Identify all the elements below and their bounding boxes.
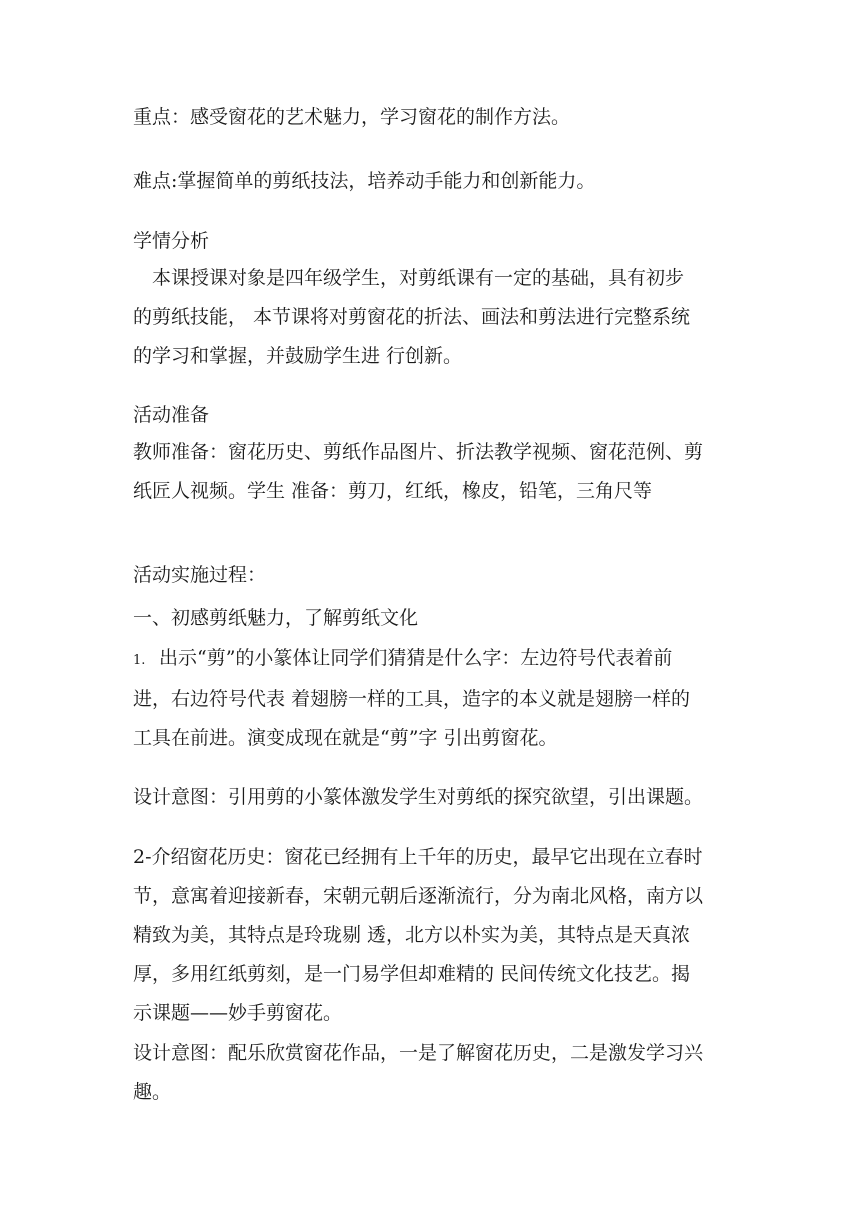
prep-line: 教师准备：窗花历史、剪纸作品图片、折法教学视频、窗花范例、剪 xyxy=(133,441,704,463)
design2-line: 设计意图：配乐欣赏窗花作品，一是了解窗花历史，二是激发学习兴 xyxy=(133,1042,704,1064)
item1-number: 1. xyxy=(133,653,146,668)
item2-line: 节，意寓着迎接新春，宋朝元朝后逐渐流行，分为南北风格，南方以 xyxy=(133,885,704,907)
analysis-heading: 学情分析 xyxy=(133,230,210,252)
analysis-paragraph xyxy=(133,259,733,376)
focus-text: 重点：感受窗花的艺术魅力，学习窗花的制作方法。 xyxy=(133,106,571,128)
analysis-line: 的剪纸技能， 本节课将对剪窗花的折法、画法和剪法进行完整系统 xyxy=(133,306,691,328)
difficulty-paragraph xyxy=(133,162,733,201)
section1-heading: 一、初感剪纸魅力，了解剪纸文化 xyxy=(133,607,419,629)
item2-line: 厚，多用红纸剪刻，是一门易学但却难精的 民间传统文化技艺。揭 xyxy=(133,963,691,985)
design2-paragraph xyxy=(133,1034,733,1112)
analysis-line: 的学习和掌握，并鼓励学生进 行创新。 xyxy=(133,345,463,367)
analysis-line: 本课授课对象是四年级学生，对剪纸课有一定的基础，具有初步 xyxy=(152,267,685,289)
item2-paragraph xyxy=(133,838,733,1033)
item1-line: 1. 出示“剪”的小篆体让同学们猜猜是什么字：左边符号代表着前 xyxy=(133,639,733,680)
design1-text: 设计意图：引用剪的小篆体激发学生对剪纸的探究欲望，引出课题。 xyxy=(133,786,704,808)
item1-line: 工具在前进。演变成现在就是“剪”字 引出剪窗花。 xyxy=(133,727,558,749)
process-heading: 活动实施过程： xyxy=(133,564,267,586)
focus-paragraph xyxy=(133,98,733,137)
item1-paragraph xyxy=(133,639,733,758)
design2-line: 趣。 xyxy=(133,1081,172,1103)
item2-line: 2-介绍窗花历史：窗花已经拥有上千年的历史，最早它出现在立春时 xyxy=(133,846,703,868)
item2-line: 示课题——妙手剪窗花。 xyxy=(133,1002,343,1024)
difficulty-text: 难点:掌握简单的剪纸技法，培养动手能力和创新能力。 xyxy=(133,170,596,192)
prep-heading: 活动准备 xyxy=(133,404,210,426)
item1-line: 进，右边符号代表 着翅膀一样的工具，造字的本义就是翅膀一样的 xyxy=(133,688,691,710)
design1-paragraph xyxy=(133,778,733,817)
item2-line: 精致为美，其特点是玲珑剔 透，北方以朴实为美，其特点是天真浓 xyxy=(133,924,691,946)
prep-line: 纸匠人视频。学生 准备：剪刀，红纸，橡皮，铅笔，三角尺等 xyxy=(133,480,653,502)
prep-paragraph xyxy=(133,433,733,511)
